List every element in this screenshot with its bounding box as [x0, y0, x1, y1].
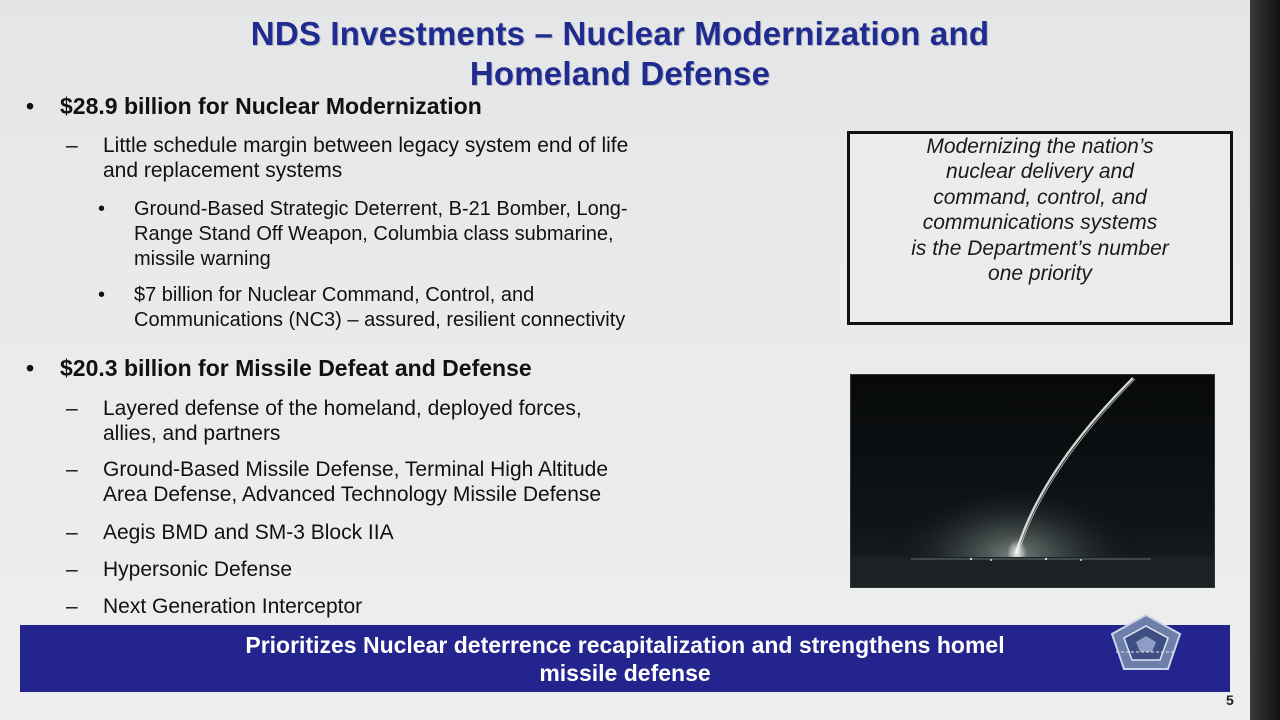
dash-marker: – [66, 134, 78, 157]
missile-launch-photo [850, 374, 1215, 588]
dash-item-line: Ground-Based Missile Defense, Terminal High Altitude [103, 458, 609, 481]
title-line-1: NDS Investments – Nuclear Modernization and [250, 15, 990, 52]
title-line-2: Homeland Defense [469, 55, 771, 92]
dash-item-line: allies, and partners [103, 422, 281, 445]
dash-item-line: Aegis BMD and SM-3 Block IIA [103, 521, 394, 544]
dash-item-line: Hypersonic Defense [103, 558, 293, 581]
sub-item-line: missile warning [134, 248, 271, 270]
page-number: 5 [1226, 692, 1234, 708]
dash-marker: – [66, 458, 78, 481]
bullet-marker: • [26, 93, 35, 119]
sub-item-line: Communications (NC3) – assured, resilient connectivity [134, 309, 626, 331]
banner-line-1: Prioritizes Nuclear deterrence recapitalization and strengthens homel [245, 632, 1005, 658]
bullet-marker: • [98, 198, 106, 220]
dash-item-line: and replacement systems [103, 159, 343, 182]
bullet-marker: • [26, 355, 35, 381]
sub-item-line: Range Stand Off Weapon, Columbia class submarine, [134, 223, 614, 245]
screen-edge [1250, 0, 1280, 720]
dash-marker: – [66, 558, 78, 581]
pentagon-seal-icon [1108, 612, 1184, 672]
dash-marker: – [66, 521, 78, 544]
dash-item-line: Area Defense, Advanced Technology Missile Defense [103, 483, 602, 506]
dash-marker: – [66, 397, 78, 420]
callout-text: Modernizing the nation’s nuclear delivery and command, control, and communications systems is the Department’s number one priority [911, 134, 1169, 285]
sub-item-line: $7 billion for Nuclear Command, Control, and [134, 284, 535, 306]
section-heading-missile: $20.3 billion for Missile Defeat and Defense [60, 355, 532, 381]
sub-item-line: Ground-Based Strategic Deterrent, B-21 Bomber, Long- [134, 198, 628, 220]
slide-title [60, 14, 1180, 94]
summary-banner [20, 625, 1230, 692]
dash-item-line: Little schedule margin between legacy system end of life [103, 134, 629, 157]
dash-item-line: Layered defense of the homeland, deployed forces, [103, 397, 582, 420]
dash-item-line: Next Generation Interceptor [103, 595, 363, 618]
section-heading-nuclear: $28.9 billion for Nuclear Modernization [60, 93, 482, 119]
dash-marker: – [66, 595, 78, 618]
bullet-marker: • [98, 284, 106, 306]
priority-callout-box [847, 131, 1233, 325]
banner-line-2: missile defense [539, 660, 711, 686]
